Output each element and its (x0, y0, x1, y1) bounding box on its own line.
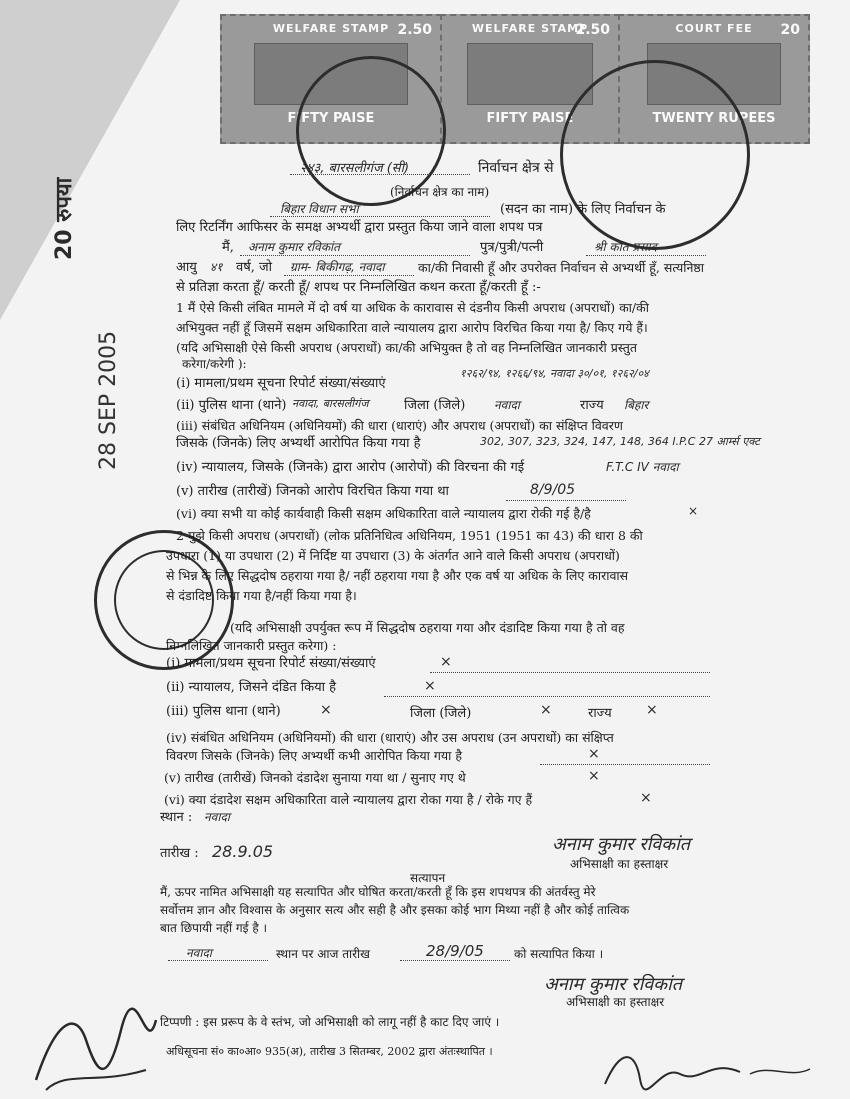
sec3-district-label: जिला (जिले) (410, 706, 472, 721)
sec1-district-value: नवादा (494, 398, 520, 412)
verification-date: 28/9/05 (426, 942, 484, 960)
sec3-item-iv-value: × (588, 746, 600, 762)
sec1-item-ii-label: (ii) पुलिस थाना (थाने) (176, 398, 287, 413)
signature-caption-1: अभिसाक्षी का हस्ताक्षर (570, 857, 669, 871)
sec3-item-vi-value: × (640, 790, 652, 806)
sec1-item-iii-value: 302, 307, 323, 324, 147, 148, 364 I.P.C 27 आर्म्स एक्ट (480, 435, 760, 448)
age-label: आयु (176, 260, 197, 275)
stamp-bottom: FIFTY PAISE (486, 111, 574, 126)
candidate-name-handwritten: अनाम कुमार रविकांत (248, 240, 341, 254)
sec1-item-iv-label: (iv) न्यायालय, जिसके (जिनके) द्वारा आरोप (आरोपों) की विरचना की गई (176, 460, 525, 475)
sec1-item-v-value: 8/9/05 (530, 482, 576, 498)
sec3-i-line (430, 672, 710, 673)
stamp-value: 20 (780, 22, 800, 38)
sec1-item-iv-value: F.T.C IV नवादा (606, 460, 679, 474)
sec1-state-label: राज्य (580, 398, 604, 413)
sec1-item-iii-label-2: जिसके (जिनके) लिए अभ्यर्थी आरोपित किया गया है (176, 436, 421, 451)
deponent-signature-2: अनाम कुमार रविकांत (544, 974, 683, 995)
stamp-title: WELFARE STAMP (471, 22, 589, 35)
notification-line: अधिसूचना सं० का०आ० 935(अ), तारीख 3 सितम्बर, 2002 द्वारा अंतःस्थापित । (166, 1045, 493, 1058)
name-line (240, 255, 470, 256)
verification-place-line (168, 960, 268, 961)
intro-line-7: (यदि अभिसाक्षी ऐसे किसी अपराध (अपराधों) का/की अभियुक्त है तो वह निम्नलिखित जानकारी प्रस्तुत (176, 340, 637, 355)
sec2-line-4: से दंडादिष्ट किया गया है/नहीं किया गया है। (166, 588, 357, 603)
constituency-line (290, 174, 470, 175)
sec1-v-line (506, 500, 626, 501)
sec2-line-5: (यदि अभिसाक्षी उपर्युक्त रूप में सिद्धदोष ठहराया गया और दंडादिष्ट किया गया है तो वह (230, 620, 625, 635)
sec3-item-i-label: (i) मामला/प्रथम सूचना रिपोर्ट संख्या/संख्याएं (166, 656, 376, 671)
intro-line-5: 1 मैं ऐसे किसी लंबित मामले में दो वर्ष या अधिक के कारावास से दंडनीय किसी अपराध (अपराधों) का/की (176, 300, 649, 315)
signature-caption-2: अभिसाक्षी का हस्ताक्षर (566, 995, 665, 1009)
age-handwritten: ४१ (210, 260, 223, 274)
side-stamp-date: 28 SEP 2005 (96, 330, 121, 470)
side-stamp-text: 20 रुपया (52, 177, 77, 260)
constituency-label: निर्वाचन क्षेत्र से (478, 160, 554, 176)
sec3-state-value: × (646, 702, 658, 718)
verification-line-3: बात छिपायी नहीं गई है । (160, 921, 268, 935)
house-line (270, 216, 490, 217)
constituency-caption: (निर्वाचन क्षेत्र का नाम) (390, 185, 490, 199)
sec1-state-value: बिहार (624, 398, 649, 412)
sec3-item-i-value: × (440, 654, 452, 670)
address-line (284, 275, 414, 276)
sec2-line-1: 2 मुझे किसी अपराध (अपराधों) (लोक प्रतिनिधित्व अधिनियम, 1951 (1951 का 43) की धारा 8 की (176, 528, 643, 543)
sec1-district-label: जिला (जिले) (404, 398, 466, 413)
intro-line-4: से प्रतिज्ञा करता हूँ/ करती हूँ/ शपथ पर निम्नलिखित कथन करता हूँ/करती हूँ :- (176, 280, 541, 295)
sec3-police-value: × (320, 702, 332, 718)
sec2-line-6: निम्नलिखित जानकारी प्रस्तुत करेगा) : (166, 638, 337, 653)
sec1-item-v-label: (v) तारीख (तारीखें) जिनको आरोप विरचित किया गया था (176, 484, 449, 499)
intro-line-8: करेगा/करेगी ): (182, 357, 247, 371)
sec3-item-ii-value: × (424, 678, 436, 694)
father-line (586, 255, 706, 256)
sec2-line-2: उपधारा (1) या उपधारा (2) में निर्दिष्ट या उपधारा (3) के अंतर्गत आने वाले किसी अपराध (अपराधों) (166, 548, 620, 563)
sec3-district-value: × (540, 702, 552, 718)
intro-line-1: लिए रिटर्निंग आफिसर के समक्ष अभ्यर्थी द्वारा प्रस्तुत किया जाने वाला शपथ पत्र (176, 220, 543, 235)
sec1-item-ii-value: नवादा, बारसलीगंज (292, 397, 369, 410)
sec3-item-v-label: (v) तारीख (तारीखें) जिनको दंडादेश सुनाया गया था / सुनाए गए थे (164, 770, 466, 785)
relation-label: पुत्र/पुत्री/पत्नी (480, 240, 544, 255)
date-value: 28.9.05 (212, 842, 274, 861)
sec1-item-vi-label: (vi) क्या सभी या कोई कार्यवाही किसी सक्षम अधिकारिता वाले न्यायालय द्वारा रोकी गई है/है (176, 506, 591, 521)
stamp-value: 2.50 (397, 22, 432, 38)
stamp-title: WELFARE STAMP (272, 22, 390, 35)
intro-line-6: अभियुक्त नहीं हूँ जिसमें सक्षम अधिकारिता वाले न्यायालय द्वारा आरोप विरचित किया गया है/ किए गये हैं। (176, 320, 648, 335)
sec1-item-i-label: (i) मामला/प्रथम सूचना रिपोर्ट संख्या/संख्याएं (176, 376, 386, 391)
verification-line-2: सर्वोत्तम ज्ञान और विश्वास के अनुसार सत्य और सही है और इसका कोई भाग मिथ्या नहीं है और कोई तात्विक (160, 903, 630, 917)
sec3-item-iv-label: (iv) संबंधित अधिनियम (अधिनियमों) की धारा (धाराएं) और उस अपराध (उन अपराधों) का संक्षिप्त (166, 730, 614, 745)
constituency-handwritten: २४३, बारसलीगंज (सी) (300, 161, 410, 176)
house-label: (सदन का नाम) के लिए निर्वाचन के (500, 202, 666, 217)
sec1-item-iii-label: (iii) संबंधित अधिनियम (अधिनियमों) की धारा (धाराएं) और अपराध (अपराधों) का संक्षिप्त विवरण (176, 418, 623, 433)
place-label: स्थान : (160, 810, 193, 825)
sec3-item-ii-label: (ii) न्यायालय, जिसने दंडित किया है (166, 680, 337, 695)
stamp-emblem (467, 43, 592, 105)
verification-place-label: स्थान पर आज तारीख (276, 947, 370, 961)
verification-title: सत्यापन (410, 871, 446, 885)
stamp-bottom: TWENTY RUPEES (652, 111, 776, 126)
stamp-title: COURT FEE (675, 22, 753, 35)
stamp-bottom: FIFTY PAISE (287, 111, 375, 126)
sec3-item-iv-label-2: विवरण जिसके (जिनके) लिए अभ्यर्थी कभी आरोपित किया गया है (166, 748, 462, 763)
verification-place: नवादा (186, 946, 212, 960)
sec3-iv-line (540, 764, 710, 765)
sec2-line-3: से भिन्न के लिए सिद्धदोष ठहराया गया है/ नहीं ठहराया गया है और एक वर्ष या अधिक के लिए कारावास (166, 568, 629, 583)
footnote: टिप्पणी : इस प्ररूप के वे स्तंभ, जो अभिसाक्षी को लागू नहीं है काट दिए जाएं । (160, 1015, 500, 1029)
officer-signature (600, 1044, 820, 1094)
verification-end: को सत्यापित किया । (514, 947, 604, 961)
intro-line-2-prefix: मैं, (222, 240, 234, 255)
verification-date-line (400, 960, 510, 961)
date-label: तारीख : (160, 846, 199, 861)
verification-line-1: मैं, ऊपर नामित अभिसाक्षी यह सत्यापित और घोषित करता/करती हूँ कि इस शपथपत्र की अंतर्वस्तु मेरे (160, 885, 596, 899)
sec3-item-vi-label: (vi) क्या दंडादेश सक्षम अधिकारिता वाले न्यायालय द्वारा रोका गया है / रोके गए हैं (164, 792, 533, 807)
sec1-item-vi-value: × (688, 504, 699, 518)
cancellation-seal-2 (560, 60, 750, 250)
sec3-item-iii-label: (iii) पुलिस थाना (थाने) (166, 704, 281, 719)
years-label: वर्ष, जो (236, 260, 273, 275)
sec3-ii-line (384, 696, 710, 697)
deponent-signature-1: अनाम कुमार रविकांत (552, 834, 691, 855)
sec3-state-label: राज्य (588, 706, 612, 721)
sec1-item-i-value: १२६२/९४, १२६६/९४, नवादा ३०/०१, १२६२/०४ (460, 367, 649, 380)
father-name-handwritten: श्री कांत प्रसाद (594, 240, 657, 254)
address-handwritten: ग्राम- बिकीगढ़, नवादा (290, 260, 385, 274)
page-fold-shadow (0, 0, 180, 320)
resident-label: का/की निवासी हूँ और उपरोक्त निर्वाचन से अभ्यर्थी हूँ, सत्यनिष्ठा (418, 260, 704, 275)
place-value: नवादा (204, 810, 230, 824)
stamp-value: 2.50 (575, 22, 610, 38)
house-handwritten: बिहार विधान सभा (280, 202, 359, 216)
notary-signature (26, 1000, 166, 1095)
sec3-item-v-value: × (588, 768, 600, 784)
